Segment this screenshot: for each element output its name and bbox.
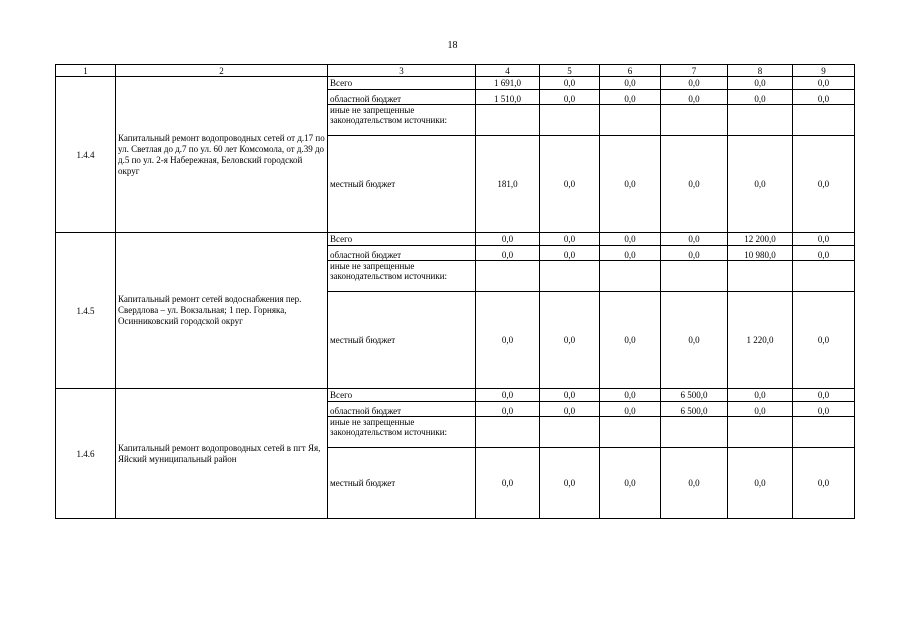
amount-cell — [661, 417, 728, 448]
column-number-row — [56, 65, 855, 77]
column-header: 7 — [661, 65, 728, 77]
amount-cell: 181,0 — [476, 136, 540, 233]
amount-cell: 0,0 — [661, 136, 728, 233]
table-row — [56, 233, 855, 246]
table-body — [56, 77, 855, 519]
amount-cell — [476, 261, 540, 292]
amount-cell — [600, 261, 661, 292]
amount-cell: 0,0 — [540, 402, 600, 417]
item-name: Капитальный ремонт водопроводных сетей от д.17 по ул. Светлая до д.7 по ул. 60 лет Комсомола, от д.39 до д.5 по ул. 2-я Набережная, Беловский городской округ — [116, 77, 328, 233]
amount-cell — [793, 417, 855, 448]
amount-cell — [600, 105, 661, 136]
amount-cell: 0,0 — [728, 389, 793, 402]
amount-cell: 0,0 — [600, 136, 661, 233]
amount-cell: 1 220,0 — [728, 292, 793, 389]
amount-cell: 0,0 — [600, 448, 661, 519]
amount-cell: 0,0 — [600, 90, 661, 105]
funding-source-regional: областной бюджет — [328, 246, 476, 261]
amount-cell: 1 691,0 — [476, 77, 540, 90]
amount-cell: 0,0 — [600, 233, 661, 246]
amount-cell: 0,0 — [661, 246, 728, 261]
amount-cell: 0,0 — [600, 292, 661, 389]
funding-source-local: местный бюджет — [328, 448, 476, 519]
amount-cell: 0,0 — [476, 233, 540, 246]
amount-cell — [476, 417, 540, 448]
amount-cell: 0,0 — [728, 402, 793, 417]
item-code: 1.4.6 — [56, 389, 116, 519]
table-row — [56, 389, 855, 402]
amount-cell: 0,0 — [540, 136, 600, 233]
funding-source-total: Всего — [328, 233, 476, 246]
amount-cell: 0,0 — [793, 246, 855, 261]
amount-cell: 10 980,0 — [728, 246, 793, 261]
amount-cell: 0,0 — [661, 233, 728, 246]
amount-cell: 0,0 — [540, 389, 600, 402]
amount-cell: 0,0 — [661, 90, 728, 105]
amount-cell — [540, 261, 600, 292]
amount-cell: 0,0 — [793, 292, 855, 389]
amount-cell: 6 500,0 — [661, 402, 728, 417]
amount-cell: 0,0 — [600, 402, 661, 417]
amount-cell: 0,0 — [476, 246, 540, 261]
item-code: 1.4.4 — [56, 77, 116, 233]
funding-source-other: иные не запрещенные законодательством источники: — [328, 261, 476, 292]
amount-cell: 0,0 — [793, 77, 855, 90]
amount-cell: 0,0 — [793, 402, 855, 417]
column-header: 2 — [116, 65, 328, 77]
column-header: 5 — [540, 65, 600, 77]
amount-cell: 0,0 — [540, 448, 600, 519]
amount-cell: 1 510,0 — [476, 90, 540, 105]
amount-cell: 0,0 — [661, 292, 728, 389]
column-header: 9 — [793, 65, 855, 77]
amount-cell — [540, 105, 600, 136]
column-header: 8 — [728, 65, 793, 77]
amount-cell: 0,0 — [600, 389, 661, 402]
table-row — [56, 77, 855, 90]
page-number: 18 — [447, 40, 458, 51]
amount-cell: 0,0 — [793, 448, 855, 519]
amount-cell: 0,0 — [661, 77, 728, 90]
amount-cell: 6 500,0 — [661, 389, 728, 402]
amount-cell — [661, 261, 728, 292]
amount-cell: 0,0 — [540, 292, 600, 389]
amount-cell — [661, 105, 728, 136]
amount-cell: 0,0 — [476, 402, 540, 417]
amount-cell: 0,0 — [793, 136, 855, 233]
amount-cell: 0,0 — [476, 448, 540, 519]
amount-cell: 0,0 — [600, 77, 661, 90]
funding-source-local: местный бюджет — [328, 136, 476, 233]
amount-cell — [728, 417, 793, 448]
amount-cell: 0,0 — [661, 448, 728, 519]
amount-cell: 0,0 — [540, 233, 600, 246]
amount-cell: 0,0 — [793, 233, 855, 246]
amount-cell — [793, 105, 855, 136]
amount-cell: 0,0 — [476, 389, 540, 402]
budget-table — [55, 64, 855, 519]
amount-cell: 0,0 — [540, 77, 600, 90]
amount-cell: 0,0 — [728, 77, 793, 90]
amount-cell: 0,0 — [728, 90, 793, 105]
column-header: 6 — [600, 65, 661, 77]
funding-source-other: иные не запрещенные законодательством источники: — [328, 417, 476, 448]
funding-source-total: Всего — [328, 77, 476, 90]
column-header: 4 — [476, 65, 540, 77]
amount-cell — [600, 417, 661, 448]
amount-cell — [728, 261, 793, 292]
funding-source-other: иные не запрещенные законодательством источники: — [328, 105, 476, 136]
funding-source-regional: областной бюджет — [328, 90, 476, 105]
amount-cell — [540, 417, 600, 448]
item-name: Капитальный ремонт водопроводных сетей в пгт Яя, Яйский муниципальный район — [116, 389, 328, 519]
funding-source-local: местный бюджет — [328, 292, 476, 389]
amount-cell: 0,0 — [728, 448, 793, 519]
amount-cell: 0,0 — [540, 90, 600, 105]
amount-cell: 0,0 — [728, 136, 793, 233]
amount-cell — [793, 261, 855, 292]
column-header: 3 — [328, 65, 476, 77]
column-header: 1 — [56, 65, 116, 77]
amount-cell: 0,0 — [793, 90, 855, 105]
amount-cell: 0,0 — [476, 292, 540, 389]
amount-cell: 0,0 — [600, 246, 661, 261]
amount-cell: 0,0 — [793, 389, 855, 402]
amount-cell — [476, 105, 540, 136]
amount-cell — [728, 105, 793, 136]
item-name: Капитальный ремонт сетей водоснабжения пер. Свердлова – ул. Вокзальная; 1 пер. Горняка, Осинниковский городской округ — [116, 233, 328, 389]
funding-source-regional: областной бюджет — [328, 402, 476, 417]
amount-cell: 0,0 — [540, 246, 600, 261]
funding-source-total: Всего — [328, 389, 476, 402]
amount-cell: 12 200,0 — [728, 233, 793, 246]
item-code: 1.4.5 — [56, 233, 116, 389]
